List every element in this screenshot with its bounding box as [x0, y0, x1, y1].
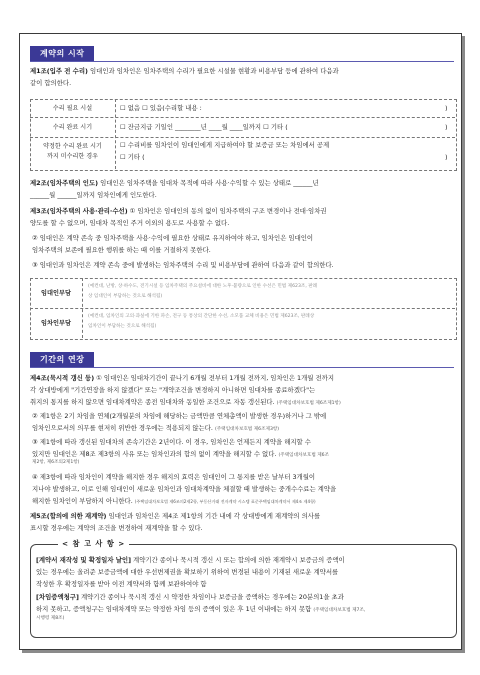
section-banner-start: 계약의 시작	[30, 46, 94, 61]
article-5-title: 제5조(합의에 의한 재계약)	[30, 512, 107, 520]
article-3-para-2-line-2: 임차주택의 보존에 필요한 행위를 하는 때 이를 거절하지 못한다.	[32, 246, 211, 254]
table-divider	[30, 308, 455, 309]
article-5-line-1: 임대인과 임차인은 제4조 제1항의 기간 내에 각 상대방에게 재계약의 의사를	[108, 512, 321, 520]
tenant-burden-text-2: 임차인이 부담하는 것으로 해석됨)	[88, 324, 157, 329]
article-4-line-1: ① 임대인은 임대차기간이 끝나기 6개월 전부터 1개월 전까지, 임차인은 1개월 전까지	[96, 374, 334, 382]
article-1-title: 제1조(입주 전 수리)	[30, 67, 88, 75]
article-5-line-2: 표시할 경우에는 계약의 조건을 변경하여 재계약을 할 수 있다.	[30, 524, 203, 532]
article-4-para-3-line-1: ③ 제1항에 따라 갱신된 임대차의 존속기간은 2년이다. 이 경우, 임차인은 언제든지 계약을 해지할 수	[32, 438, 311, 446]
note-para-2-line-1	[36, 592, 344, 603]
article-4-line-2: 각 상대방에게 "기간연장을 하지 않겠다" 또는 "계약조건을 변경하지 아니하면 임대차를 종료하겠다"는	[30, 386, 316, 394]
landlord-burden-text-2: 상 임대인이 부담하는 것으로 해석됨)	[88, 294, 163, 299]
label-landlord-burden: 임대인부담	[41, 290, 71, 297]
tenant-burden-text-1: (예컨대, 임차인의 고의·과실에 기한 파손, 전구 등 통상의 간단한 수선, 소모품 교체 비용은 민법 제623조, 판례상	[88, 314, 315, 319]
article-4-para-4-text: 해지한 임차인이 부담하지 아니한다.	[32, 497, 133, 505]
article-4-para-3-text: 있지만 임대인은 제8조 제3항의 사유 또는 임차인과의 합의 없이 계약을 해지할 수 없다.	[32, 450, 277, 458]
row-value-unrepaired-1: ☐ 수리비를 임차인이 임대인에게 지급하여야 할 보증금 또는 차임에서 공제	[120, 141, 330, 149]
article-2-line-1: 임대인은 임차주택을 임대차 목적에 따라 사용·수익할 수 있는 상태로 ______년	[100, 179, 319, 187]
table-col-divider	[82, 278, 83, 338]
note-para-1-head: [계약서 재작성 및 확정일자 날인]	[36, 556, 131, 564]
article-3-para-2-line-1: ② 임대인은 계약 존속 중 임차주택을 사용·수익에 필요한 상태로 유지하여야 하고, 임차인은 임대인이	[32, 234, 314, 242]
label-tenant-burden: 임차인부담	[41, 320, 71, 327]
landlord-burden-text-1: (예컨대, 난방, 상·하수도, 전기시설 등 임차주택의 주요설비에 대한 노후·불량으로 인한 수선은 민법 제623조, 판례	[88, 284, 318, 289]
article-4	[30, 373, 334, 384]
article-4-para-3-ref-1: (주택임대차보호법 제6조	[278, 453, 330, 458]
article-4-para-4-line-1: ④ 제3항에 따라 임차인이 계약을 해지한 경우 해지의 효력은 임대인이 그 통지를 받은 날부터 3개월이	[32, 473, 316, 481]
article-4-para-2-line-1: ② 제1항은 2기 차임을 연체(2개월분의 차임에 해당하는 금액만큼 연체총액이 발생한 경우)하거나 그 밖에	[32, 412, 327, 420]
note-para-2-text-2: 하지 못하고, 증액청구는 임대차계약 또는 약정한 차임 등의 증액이 있은 후 1년 이내에는 하지 못함	[36, 605, 312, 613]
section-rule	[30, 367, 454, 368]
article-1-line-1: 임대인과 임차인은 임차주택의 수리가 필요한 시설물 현황과 비용부담 등에 관하여 다음과	[90, 67, 339, 75]
section-rule	[30, 61, 454, 62]
row-value-repair-deadline: ☐ 잔금지급 기일인 ________년 ____월 ____일까지 ☐ 기타 (	[120, 123, 288, 131]
article-4-line-3-ref: (주택임대차보호법 제6조제1항)	[276, 401, 341, 406]
row-value-unrepaired-2: ☐ 기타 (	[120, 153, 145, 161]
article-4-title: 제4조(묵시적 갱신 등)	[30, 374, 95, 382]
note-title: < 참 고 사 항 >	[58, 539, 129, 549]
table-col-divider	[115, 99, 116, 169]
row-label-unrepaired-2: 까지 미수리한 경우	[47, 153, 98, 160]
row-label-repair-needed: 수리 필요 시설	[52, 105, 93, 112]
article-3-line-2: 양도를 할 수 없으며, 임대차 목적인 주거 이외의 용도로 사용할 수 없다.	[30, 219, 230, 227]
note-para-1-line-3: 작성한 후 확정일자를 받아 이전 계약서와 함께 보관하여야 함	[36, 580, 207, 588]
row-value-repair-needed: ☐ 없음 ☐ 있음(수리할 내용 :	[120, 104, 202, 112]
article-3-title: 제3조(임차주택의 사용·관리·수선)	[30, 207, 128, 215]
article-2-line-2: ______월 ______일까지 임차인에게 인도한다.	[30, 191, 157, 199]
article-4-para-2-text: 임차인으로서의 의무를 현저히 위반한 경우에는 적용되지 않는다.	[32, 424, 213, 432]
paren-close: )	[445, 123, 448, 131]
article-4-line-3-text: 취지의 통지를 하지 않으면 임대차계약은 종전 임대차와 동일한 조건으로 자동 갱신된다.	[30, 398, 275, 406]
article-3-para-3: ③ 임대인과 임차인은 계약 존속 중에 발생하는 임차주택의 수리 및 비용부담에 관하여 다음과 같이 합의한다.	[32, 261, 334, 269]
article-4-para-2-line-2	[32, 423, 279, 435]
note-para-2-ref-1: (주택임대차보호법 제7조,	[313, 608, 366, 613]
note-para-1-text-1: 계약기간 종이나 묵시적 갱신 시 또는 합의에 의한 재계약시 보증금의 증액이	[133, 556, 345, 564]
article-4-para-2-ref: (주택임대차보호법 제6조제3항)	[214, 427, 280, 432]
article-2-title: 제2조(임차주택의 인도)	[30, 179, 99, 187]
section-banner-duration: 기간의 연장	[30, 352, 94, 367]
article-1-line-2: 같이 합의한다.	[30, 79, 72, 87]
paren-close: )	[445, 104, 448, 112]
article-1	[30, 66, 339, 77]
article-4-para-4-line-3	[32, 496, 316, 507]
article-3	[30, 206, 327, 217]
article-4-line-3	[30, 397, 341, 409]
article-3-line-1: ① 임차인은 임대인의 동의 없이 임차주택의 구조 변경이나 전대·임차권	[129, 207, 327, 215]
note-para-2-line-2	[36, 604, 365, 616]
note-para-2-ref-2: 시행령 제8조)	[36, 616, 65, 621]
article-2	[30, 178, 319, 189]
row-label-unrepaired-1: 약정한 수리 완료 시기	[43, 143, 102, 150]
note-para-1-line-1	[36, 555, 345, 566]
table-divider	[30, 117, 455, 118]
paren-close: )	[445, 153, 448, 161]
note-para-2-head: [차임증액청구]	[36, 593, 79, 601]
article-5	[30, 511, 320, 522]
article-4-para-4-ref: (주택임대차보호법 제6조의2제2항, 부동산거래 전자계약 시스템 표준주택임대차계약서 제4조 제4항)	[134, 499, 316, 504]
article-4-para-3-ref-2: 제2항, 제6조의2제1항)	[32, 460, 80, 465]
note-para-1-line-2: 있는 경우에는 올려준 보증금액에 대한 우선변제권을 확보하기 위하여 변경된 내용이 기재된 새로운 계약서를	[36, 568, 339, 576]
row-label-repair-deadline: 수리 완료 시기	[52, 124, 93, 131]
table-divider	[30, 137, 455, 138]
article-4-para-4-line-2: 지나야 발생하고, 이로 인해 임대인이 새로운 임차인과 임대차계약을 체결할 때 발생하는 중개수수료는 계약을	[32, 485, 337, 493]
note-para-2-text-1: 계약기간 종이나 묵시적 갱신 시 약정한 차임이나 보증금을 증액하는 경우에는 20분의1을 초과	[80, 593, 344, 601]
